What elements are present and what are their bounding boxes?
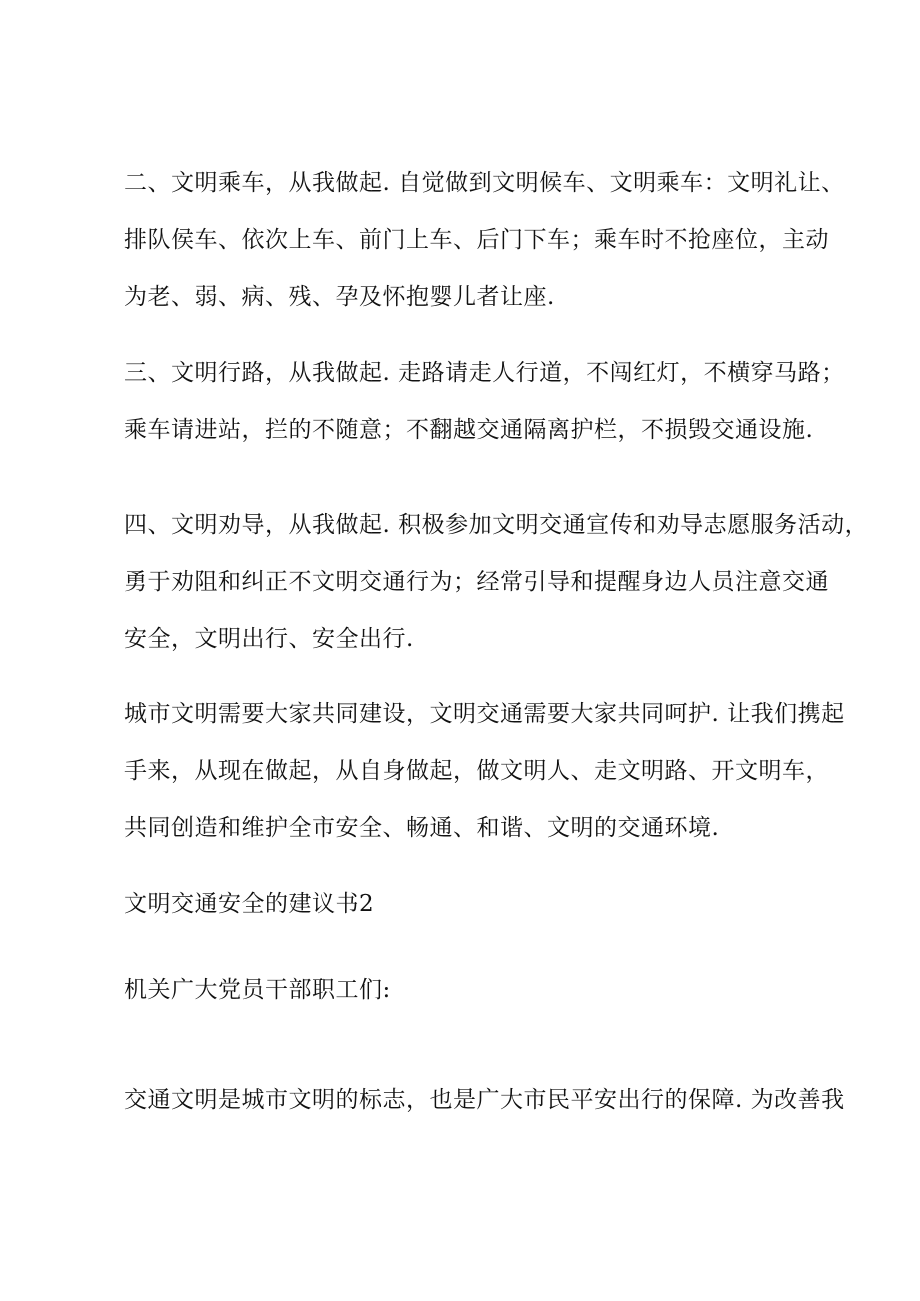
- text-line: 勇于劝阻和纠正不文明交通行为；经常引导和提醒身边人员注意交通: [124, 569, 829, 595]
- text-line: 为老、弱、病、残、孕及怀抱婴儿者让座.: [124, 284, 555, 310]
- text-line: 三、文明行路，从我做起. 走路请走人行道，不闯红灯，不横穿马路；: [124, 360, 845, 386]
- paragraph-civil-walking: [124, 345, 845, 459]
- salutation: [124, 962, 824, 1019]
- text-line: 共同创造和维护全市安全、畅通、和谐、文明的交通环境.: [124, 815, 720, 841]
- text-line: 二、文明乘车，从我做起. 自觉做到文明候车、文明乘车：文明礼让、: [124, 170, 845, 196]
- text-line: 手来，从现在做起，从自身做起，做文明人、走文明路、开文明车，: [124, 758, 829, 784]
- paragraph-civil-riding: [124, 155, 845, 326]
- paragraph-closing-call: [124, 686, 845, 857]
- text-line: 城市文明需要大家共同建设，文明交通需要大家共同呵护. 让我们携起: [124, 701, 845, 727]
- paragraph-civil-persuasion: [124, 497, 869, 668]
- section-title: [124, 876, 824, 933]
- text-line: 排队侯车、依次上车、前门上车、后门下车；乘车时不抢座位，主动: [124, 227, 829, 253]
- text-line: 安全，文明出行、安全出行.: [124, 626, 414, 652]
- text-line: 交通文明是城市文明的标志，也是广大市民平安出行的保障. 为改善我: [124, 1087, 845, 1113]
- paragraph-intro: [124, 1072, 845, 1129]
- salutation-text: 机关广大党员干部职工们:: [124, 977, 391, 1003]
- section-title-text: 文明交通安全的建议书2: [124, 891, 375, 917]
- text-line: 四、文明劝导，从我做起. 积极参加文明交通宣传和劝导志愿服务活动，: [124, 512, 869, 538]
- text-line: 乘车请进站，拦的不随意；不翻越交通隔离护栏，不损毁交通设施.: [124, 417, 814, 443]
